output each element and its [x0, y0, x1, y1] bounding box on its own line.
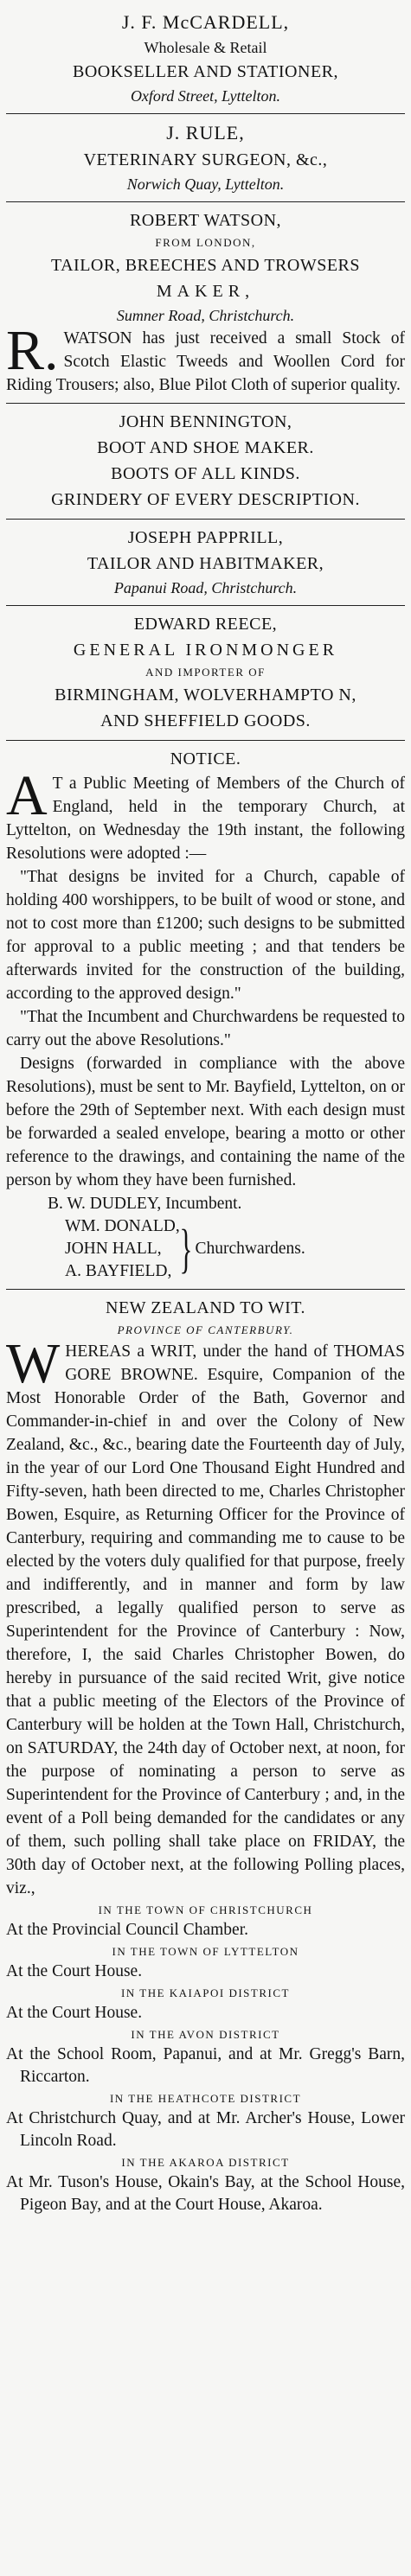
- ad-name: JOSEPH PAPPRILL,: [127, 528, 284, 547]
- ad-line: TAILOR AND HABITMAKER,: [87, 554, 324, 573]
- signature-churchwardens: [65, 1215, 405, 1283]
- signature-name: JOHN HALL,: [65, 1240, 162, 1258]
- polling-place: At the School Room, Papanui, and at Mr. Gregg's Barn, Riccarton.: [6, 2045, 405, 2086]
- ad-line: BOOT AND SHOE MAKER.: [97, 438, 314, 457]
- polling-place: At Christchurch Quay, and at Mr. Archer's House, Lower Lincoln Road.: [6, 2109, 405, 2150]
- signature-name: A. BAYFIELD,: [65, 1262, 172, 1280]
- district-block: [6, 2090, 405, 2152]
- polling-place: At the Court House.: [6, 1962, 143, 1980]
- signature-incumbent: B. W. DUDLEY, Incumbent.: [48, 1195, 242, 1213]
- ad-line: TAILOR, BREECHES AND TROWSERS: [51, 256, 360, 275]
- district-heading: IN THE KAIAPOI DISTRICT: [121, 1986, 290, 1999]
- ad-reece: [6, 606, 405, 741]
- polling-place: At the Provincial Council Chamber.: [6, 1921, 248, 1939]
- notice-resolution: "That designs be invited for a Church, capable of holding 400 worshippers, to be built of wood or stone, and not to cost more than £1200; such designs to be submitted for approval to a public meeting ; and that tenders be afterwards invited for the construction of the building, according to the approved design.": [6, 868, 405, 1003]
- notice-intro-text: T a Public Meeting of Members of the Church of England, held in the temporary Church, at Lyttelton, on Wednesday the 19th instant, the following Resolutions were adopted :—: [6, 775, 405, 863]
- notice-heading: NOTICE.: [170, 749, 241, 768]
- ad-body: [6, 319, 405, 397]
- district-heading: IN THE AVON DISTRICT: [131, 2028, 280, 2041]
- ad-line: GRINDERY OF EVERY DESCRIPTION.: [51, 490, 360, 509]
- ad-line: BIRMINGHAM, WOLVERHAMPTO N,: [55, 685, 356, 705]
- notice-writ: [6, 1290, 405, 2222]
- district-block: [6, 1943, 405, 1983]
- polling-place: At the Court House.: [6, 2004, 143, 2022]
- notice-resolution: "That the Incumbent and Churchwardens be requested to carry out the above Resolutions.": [6, 1008, 405, 1049]
- notice-church: [6, 741, 405, 1290]
- district-heading: IN THE TOWN OF CHRISTCHURCH: [98, 1903, 313, 1916]
- ad-line: MAKER,: [156, 282, 255, 301]
- ad-address: Oxford Street, Lyttelton.: [130, 87, 281, 105]
- ad-line: FROM LONDON,: [155, 236, 256, 249]
- ad-line: AND IMPORTER OF: [145, 666, 266, 679]
- ad-name: ROBERT WATSON,: [129, 211, 282, 230]
- ad-line: Wholesale & Retail: [144, 39, 267, 56]
- district-heading: IN THE AKAROA DISTRICT: [121, 2156, 290, 2169]
- district-heading: IN THE TOWN OF LYTTELTON: [112, 1945, 299, 1958]
- writ-province: PROVINCE OF CANTERBURY.: [117, 1323, 294, 1336]
- ad-watson: [6, 202, 405, 404]
- ad-rule: [6, 114, 405, 202]
- ad-name: J. F. McCARDELL,: [121, 11, 290, 33]
- ad-line: VETERINARY SURGEON, &c.,: [83, 150, 328, 169]
- ad-line: AND SHEFFIELD GOODS.: [100, 711, 311, 730]
- ad-line: GENERAL IRONMONGER: [73, 641, 338, 660]
- writ-heading: NEW ZEALAND TO WIT.: [106, 1298, 305, 1317]
- ad-name: EDWARD REECE,: [133, 615, 278, 634]
- ad-address: Papanui Road, Christchurch.: [113, 579, 298, 596]
- writ-body: [6, 1332, 405, 1900]
- drop-cap: W: [6, 1332, 61, 1395]
- district-heading: IN THE HEATHCOTE DISTRICT: [109, 2092, 302, 2105]
- district-block: [6, 2026, 405, 2088]
- district-block: [6, 1902, 405, 1942]
- ad-bennington: [6, 404, 405, 520]
- ad-mccardell: [6, 3, 405, 114]
- district-block: [6, 1985, 405, 2024]
- newspaper-column: [6, 0, 405, 2222]
- drop-cap: R.: [6, 319, 59, 382]
- ad-address: Sumner Road, Christchurch.: [116, 307, 295, 324]
- ad-line: BOOTS OF ALL KINDS.: [111, 464, 300, 483]
- ad-name: J. RULE,: [166, 122, 245, 143]
- ad-name: JOHN BENNINGTON,: [119, 412, 292, 431]
- notice-intro: [6, 764, 405, 865]
- brace-glyph: }: [179, 1220, 193, 1278]
- writ-body-text: HEREAS a WRIT, under the hand of THOMAS GORE BROWNE. Esquire, Companion of the Most Honorable Order of the Bath, Governor and Commander-in-chief in and over the Colony of New Zealand, &c., &c., bearing date the Fourteenth day of July, in the year of our Lord One Thousand Eight Hundred and Fifty-seven, hath been directed to me, Charles Christopher Bowen, Esquire, as Returning Officer for the Province of Canterbury, requiring and commanding me to cause to be elected by the voters duly qualified for that purpose, freely and indifferently, and in manner and form by law prescribed, a legally qualified person to serve as Superintendent for the Province of Canterbury : Now, therefore, I, the said Charles Christopher Bowen, do hereby in pursuance of the said recited Writ, give notice that a public meeting of the Electors of the Province of Canterbury will be holden at the Town Hall, Christchurch, on SATURDAY, the 24th day of October next, at noon, for the purpose of nominating a person to serve as Superintendent for the Province of Canterbury ; and, in the event of a Poll being demanded for the candidates or any of them, such polling shall take place on FRIDAY, the 30th day of October next, at the following Polling places, viz.,: [6, 1342, 405, 1897]
- polling-place: At Mr. Tuson's House, Okain's Bay, at the School House, Pigeon Bay, and at the Court House, Akaroa.: [6, 2173, 405, 2214]
- signature-role: Churchwardens.: [195, 1240, 305, 1258]
- drop-cap: A: [6, 764, 48, 827]
- ad-address: Norwich Quay, Lyttelton.: [126, 175, 285, 193]
- ad-papprill: [6, 520, 405, 606]
- ad-body-text: WATSON has just received a small Stock of Scotch Elastic Tweeds and Woollen Cord for Riding Trousers; also, Blue Pilot Cloth of superior quality.: [6, 329, 405, 394]
- signature-name: WM. DONALD,: [65, 1217, 180, 1235]
- district-block: [6, 2154, 405, 2216]
- ad-line: BOOKSELLER AND STATIONER,: [72, 62, 338, 81]
- notice-designs: Designs (forwarded in compliance with the above Resolutions), must be sent to Mr. Bayfield, Lyttelton, on or before the 29th of September next. With each design must be forwarded a sealed envelope, bearing a motto or other reference to the drawings, and containing the name of the person by whom they have been furnished.: [6, 1055, 405, 1189]
